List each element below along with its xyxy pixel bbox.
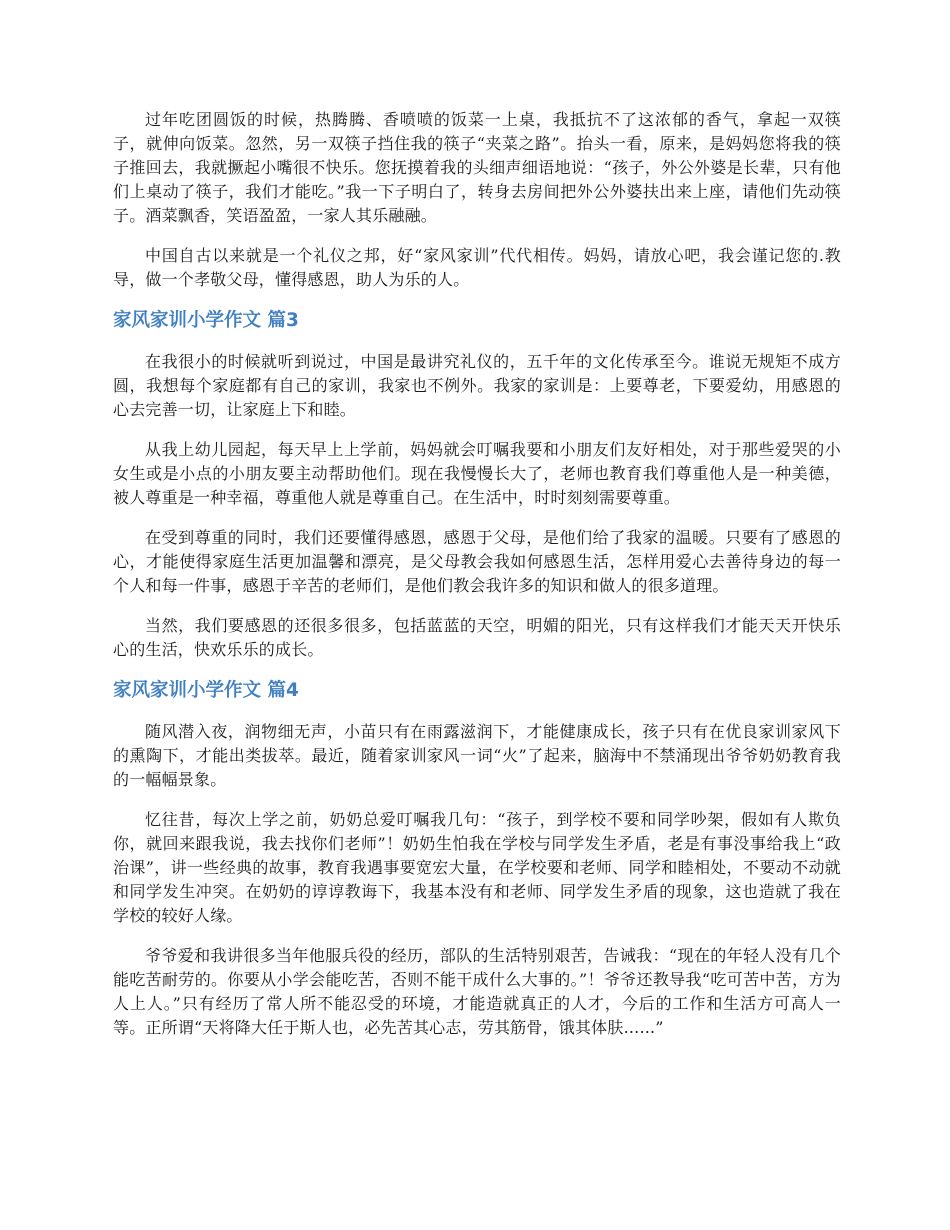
paragraph-gratitude: 在受到尊重的同时，我们还要懂得感恩，感恩于父母，是他们给了我家的温暖。只要有了感恩的心，才能使得家庭生活更加温馨和漂亮，是父母教会我如何感恩生活，怎样用爱心去善待身边的每一个人和每一件事，感恩于辛苦的老师们，是他们教会我许多的知识和做人的很多道理。 <box>113 528 841 595</box>
section-heading-part-4: 家风家训小学作文 篇4 <box>113 680 299 701</box>
paragraph-family-tradition: 随风潜入夜，润物细无声，小苗只有在雨露滋润下，才能健康成长，孩子只有在优良家训家风下的熏陶下，才能出类拔萃。最近，随着家训家风一词“火”了起来，脑海中不禁涌现出爷爷奶奶教育我的一幅幅景象。 <box>113 722 841 789</box>
paragraph-family-motto: 在我很小的时候就听到说过，中国是最讲究礼仪的，五千年的文化传承至今。谁说无规矩不成方圆，我想每个家庭都有自己的家训，我家也不例外。我家的家训是：上要尊老，下要爱幼，用感恩的心去完善一切，让家庭上下和睦。 <box>113 352 841 419</box>
paragraph-family-dinner: 过年吃团圆饭的时候，热腾腾、香喷喷的饭菜一上桌，我抵抗不了这浓郁的香气，拿起一双筷子，就伸向饭菜。忽然，另一双筷子挡住我的筷子“夹菜之路”。抬头一看，原来，是妈妈您将我的筷子推回去，我就撅起小嘴很不快乐。您抚摸着我的头细声细语地说：“孩子，外公外婆是长辈，只有他们上桌动了筷子，我们才能吃。”我一下子明白了，转身去房间把外公外婆扶出来上座，请他们先动筷子。酒菜飘香，笑语盈盈，一家人其乐融融。 <box>113 110 841 225</box>
paragraph-etiquette-nation: 中国自古以来就是一个礼仪之邦，好“家风家训”代代相传。妈妈，请放心吧，我会谨记您的.教导，做一个孝敬父母，懂得感恩，助人为乐的人。 <box>113 246 841 289</box>
document-page <box>113 108 841 1056</box>
section-heading-part-3: 家风家训小学作文 篇3 <box>113 310 299 331</box>
paragraph-grandpa-military: 爷爷爱和我讲很多当年他服兵役的经历，部队的生活特别艰苦，告诫我：“现在的年轻人没有几个能吃苦耐劳的。你要从小学会能吃苦，否则不能干成什么大事的。”！爷爷还教导我“吃可苦中苦，方为人上人。”只有经历了常人所不能忍受的环境，才能造就真正的人才，今后的工作和生活方可高人一等。正所谓“天将降大任于斯人也，必先苦其心志，劳其筋骨，饿其体肤......” <box>113 946 841 1037</box>
paragraph-grandma-advice: 忆往昔，每次上学之前，奶奶总爱叮嘱我几句：“孩子，到学校不要和同学吵架，假如有人欺负你，就回来跟我说，我去找你们老师”！奶奶生怕我在学校与同学发生矛盾，老是有事没事给我上“政治课”，讲一些经典的故事，教育我遇事要宽宏大量，在学校要和老师、同学和睦相处，不要动不动就和同学发生冲突。在奶奶的谆谆教诲下，我基本没有和老师、同学发生矛盾的现象，这也造就了我在学校的较好人缘。 <box>113 810 841 925</box>
paragraph-happy-growth: 当然，我们要感恩的还很多很多，包括蓝蓝的天空，明媚的阳光，只有这样我们才能天天开快乐心的生活，快欢乐乐的成长。 <box>113 616 841 659</box>
paragraph-respect: 从我上幼儿园起，每天早上上学前，妈妈就会叮嘱我要和小朋友们友好相处，对于那些爱哭的小女生或是小点的小朋友要主动帮助他们。现在我慢慢长大了，老师也教育我们尊重他人是一种美德，被人尊重是一种幸福，尊重他人就是尊重自己。在生活中，时时刻刻需要尊重。 <box>113 440 841 507</box>
